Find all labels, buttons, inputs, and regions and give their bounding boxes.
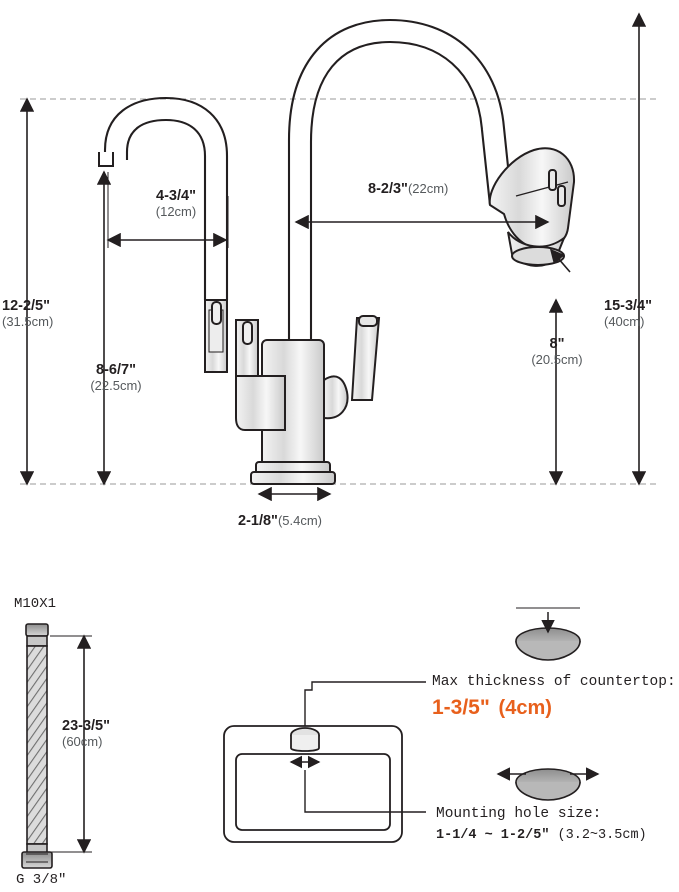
hose-thread-top-label: M10X1 (14, 596, 57, 612)
faucet-right-handle (324, 316, 379, 418)
mounting-hole-value: 1-1/4 ~ 1-2/5" (3.2~3.5cm) (436, 828, 647, 843)
countertop-thickness-label: Max thickness of countertop: (432, 674, 676, 690)
braided-hose (22, 624, 52, 868)
sink-top-view (224, 682, 426, 842)
dim-height-left-spout: 8-6/7" (22.5cm) (90, 362, 142, 393)
countertop-thickness-value: 1-3/5" (4cm) (432, 696, 552, 719)
countertop-thickness-icon (516, 608, 580, 660)
hose-thread-bottom-label: G 3/8" (16, 872, 67, 888)
dim-height-right-spout: 8" (20.5cm) (531, 336, 583, 367)
sprayer-head (490, 148, 574, 266)
mounting-hole-label: Mounting hole size: (436, 806, 602, 822)
dim-spout-reach-large: 8-2/3"(22cm) (368, 181, 449, 197)
dim-height-right-total: 15-3/4" (40cm) (604, 298, 652, 329)
dim-hose-length: 23-3/5" (60cm) (62, 718, 110, 749)
dim-height-left-total: 12-2/5" (31.5cm) (2, 298, 54, 329)
mounting-hole-icon (498, 769, 598, 800)
dim-spout-reach-small: 4-3/4" (12cm) (155, 188, 197, 219)
dim-base-diameter: 2-1/8"(5.4cm) (238, 513, 322, 529)
